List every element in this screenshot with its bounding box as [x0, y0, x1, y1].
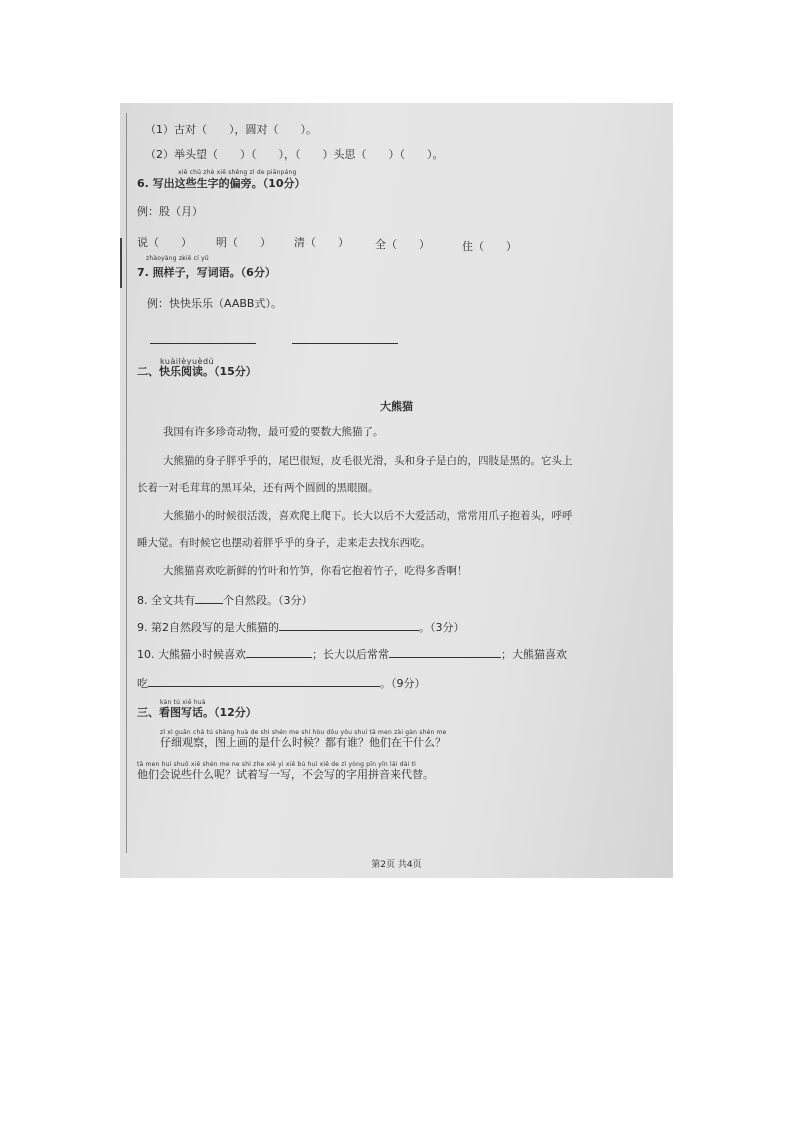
q6-char-1: 说（ ）	[137, 236, 192, 249]
page-footer: 第2页 共4页	[371, 860, 422, 870]
q6-title: 6. 写出这些生字的偏旁。（10分）	[137, 177, 306, 190]
q6-char-5: 住（ ）	[462, 240, 517, 253]
q10-line-1	[137, 646, 567, 662]
q10-text-b: ；长大以后常常	[312, 648, 389, 661]
passage-para-4: 大熊猫喜欢吃新鲜的竹叶和竹笋，你看它抱着竹子，吃得多香啊！	[163, 565, 468, 577]
q10-answer-blank-1	[246, 646, 312, 658]
q7-pinyin-1: zhàoyàng zi	[146, 255, 185, 262]
binding-edge-line	[126, 113, 127, 853]
q10-text-d: 吃	[137, 677, 148, 690]
q10-answer-blank-3	[148, 675, 380, 687]
passage-title: 大熊猫	[380, 400, 413, 413]
sec2-title: 二、快乐阅读。（15分）	[137, 365, 257, 378]
q7-title: 7. 照样子，写词语。（6分）	[137, 266, 276, 279]
q8	[137, 592, 313, 608]
passage-para-1: 我国有许多珍奇动物，最可爱的要数大熊猫了。	[163, 426, 384, 438]
q6-char-4: 全（ ）	[375, 238, 430, 251]
q8-text-a: 8. 全文共有	[137, 594, 195, 607]
q7-answer-line-2	[292, 343, 398, 344]
sec2-pinyin: kuàilèyuèdú	[160, 357, 215, 366]
q10-text-e: 。（9分）	[380, 677, 426, 690]
binding-edge-mark	[120, 238, 122, 288]
q7-pinyin-2: xiě cí yǔ	[182, 255, 209, 262]
passage-para-3b: 睡大觉。有时候它也摆动着胖乎乎的身子，走来走去找东西吃。	[137, 537, 431, 549]
q5-line-2: （2）举头望（ ）（ ），（ ）头思（ ）（ ）。	[145, 148, 444, 161]
passage-para-3a: 大熊猫小的时候很活泼，喜欢爬上爬下。长大以后不大爱活动，常常用爪子抱着头，呼呼	[163, 510, 573, 522]
q6-example: 例：股（月）	[137, 205, 203, 218]
sec3-pinyin: kàn tú xiě huà	[160, 699, 206, 706]
sec3-pinyin-line-2: tā men huì shuō xiē shén me ne shì zhe xiě yi xiě bú huì xiě de zì yòng pīn yīn lái dài tì	[137, 761, 416, 768]
q5-line-1: （1）古对（ ），圆对（ ）。	[145, 123, 317, 136]
q8-text-b: 个自然段。（3分）	[223, 594, 313, 607]
q8-answer-blank	[195, 592, 223, 604]
sec3-line-2: 他们会说些什么呢？试着写一写，不会写的字用拼音来代替。	[137, 768, 434, 781]
q9	[137, 619, 465, 635]
sec3-pinyin-line-1: zǐ xì guān chá tú shàng huà de shì shén me shí hòu dōu yǒu shuí tā men zài gàn shén me	[160, 729, 447, 736]
sec3-line-1: 仔细观察，图上画的是什么时候？都有谁？他们在干什么？	[160, 736, 446, 749]
q10-text-c: ；大熊猫喜欢	[501, 648, 567, 661]
q10-line-2	[137, 675, 426, 691]
q10-answer-blank-2	[389, 646, 501, 658]
q9-text-a: 9. 第2自然段写的是大熊猫的	[137, 621, 279, 634]
sec3-title: 三、看图写话。（12分）	[137, 706, 257, 719]
q6-char-2: 明（ ）	[216, 236, 271, 249]
scanned-exam-page	[120, 103, 673, 878]
q9-text-b: 。（3分）	[419, 621, 465, 634]
q9-answer-blank	[279, 619, 419, 631]
passage-para-2a: 大熊猫的身子胖乎乎的，尾巴很短，皮毛很光滑，头和身子是白的，四肢是黑的。它头上	[163, 455, 573, 467]
q6-char-3: 清（ ）	[294, 236, 349, 249]
passage-para-2b: 长着一对毛茸茸的黑耳朵，还有两个圆圆的黑眼圈。	[137, 482, 379, 494]
q7-answer-line-1	[150, 343, 256, 344]
q6-pinyin: xiě chū zhè xiē shēng zì de piānpáng	[178, 169, 297, 176]
q10-text-a: 10. 大熊猫小时候喜欢	[137, 648, 246, 661]
q7-example: 例：快快乐乐（AABB式）。	[147, 297, 282, 310]
